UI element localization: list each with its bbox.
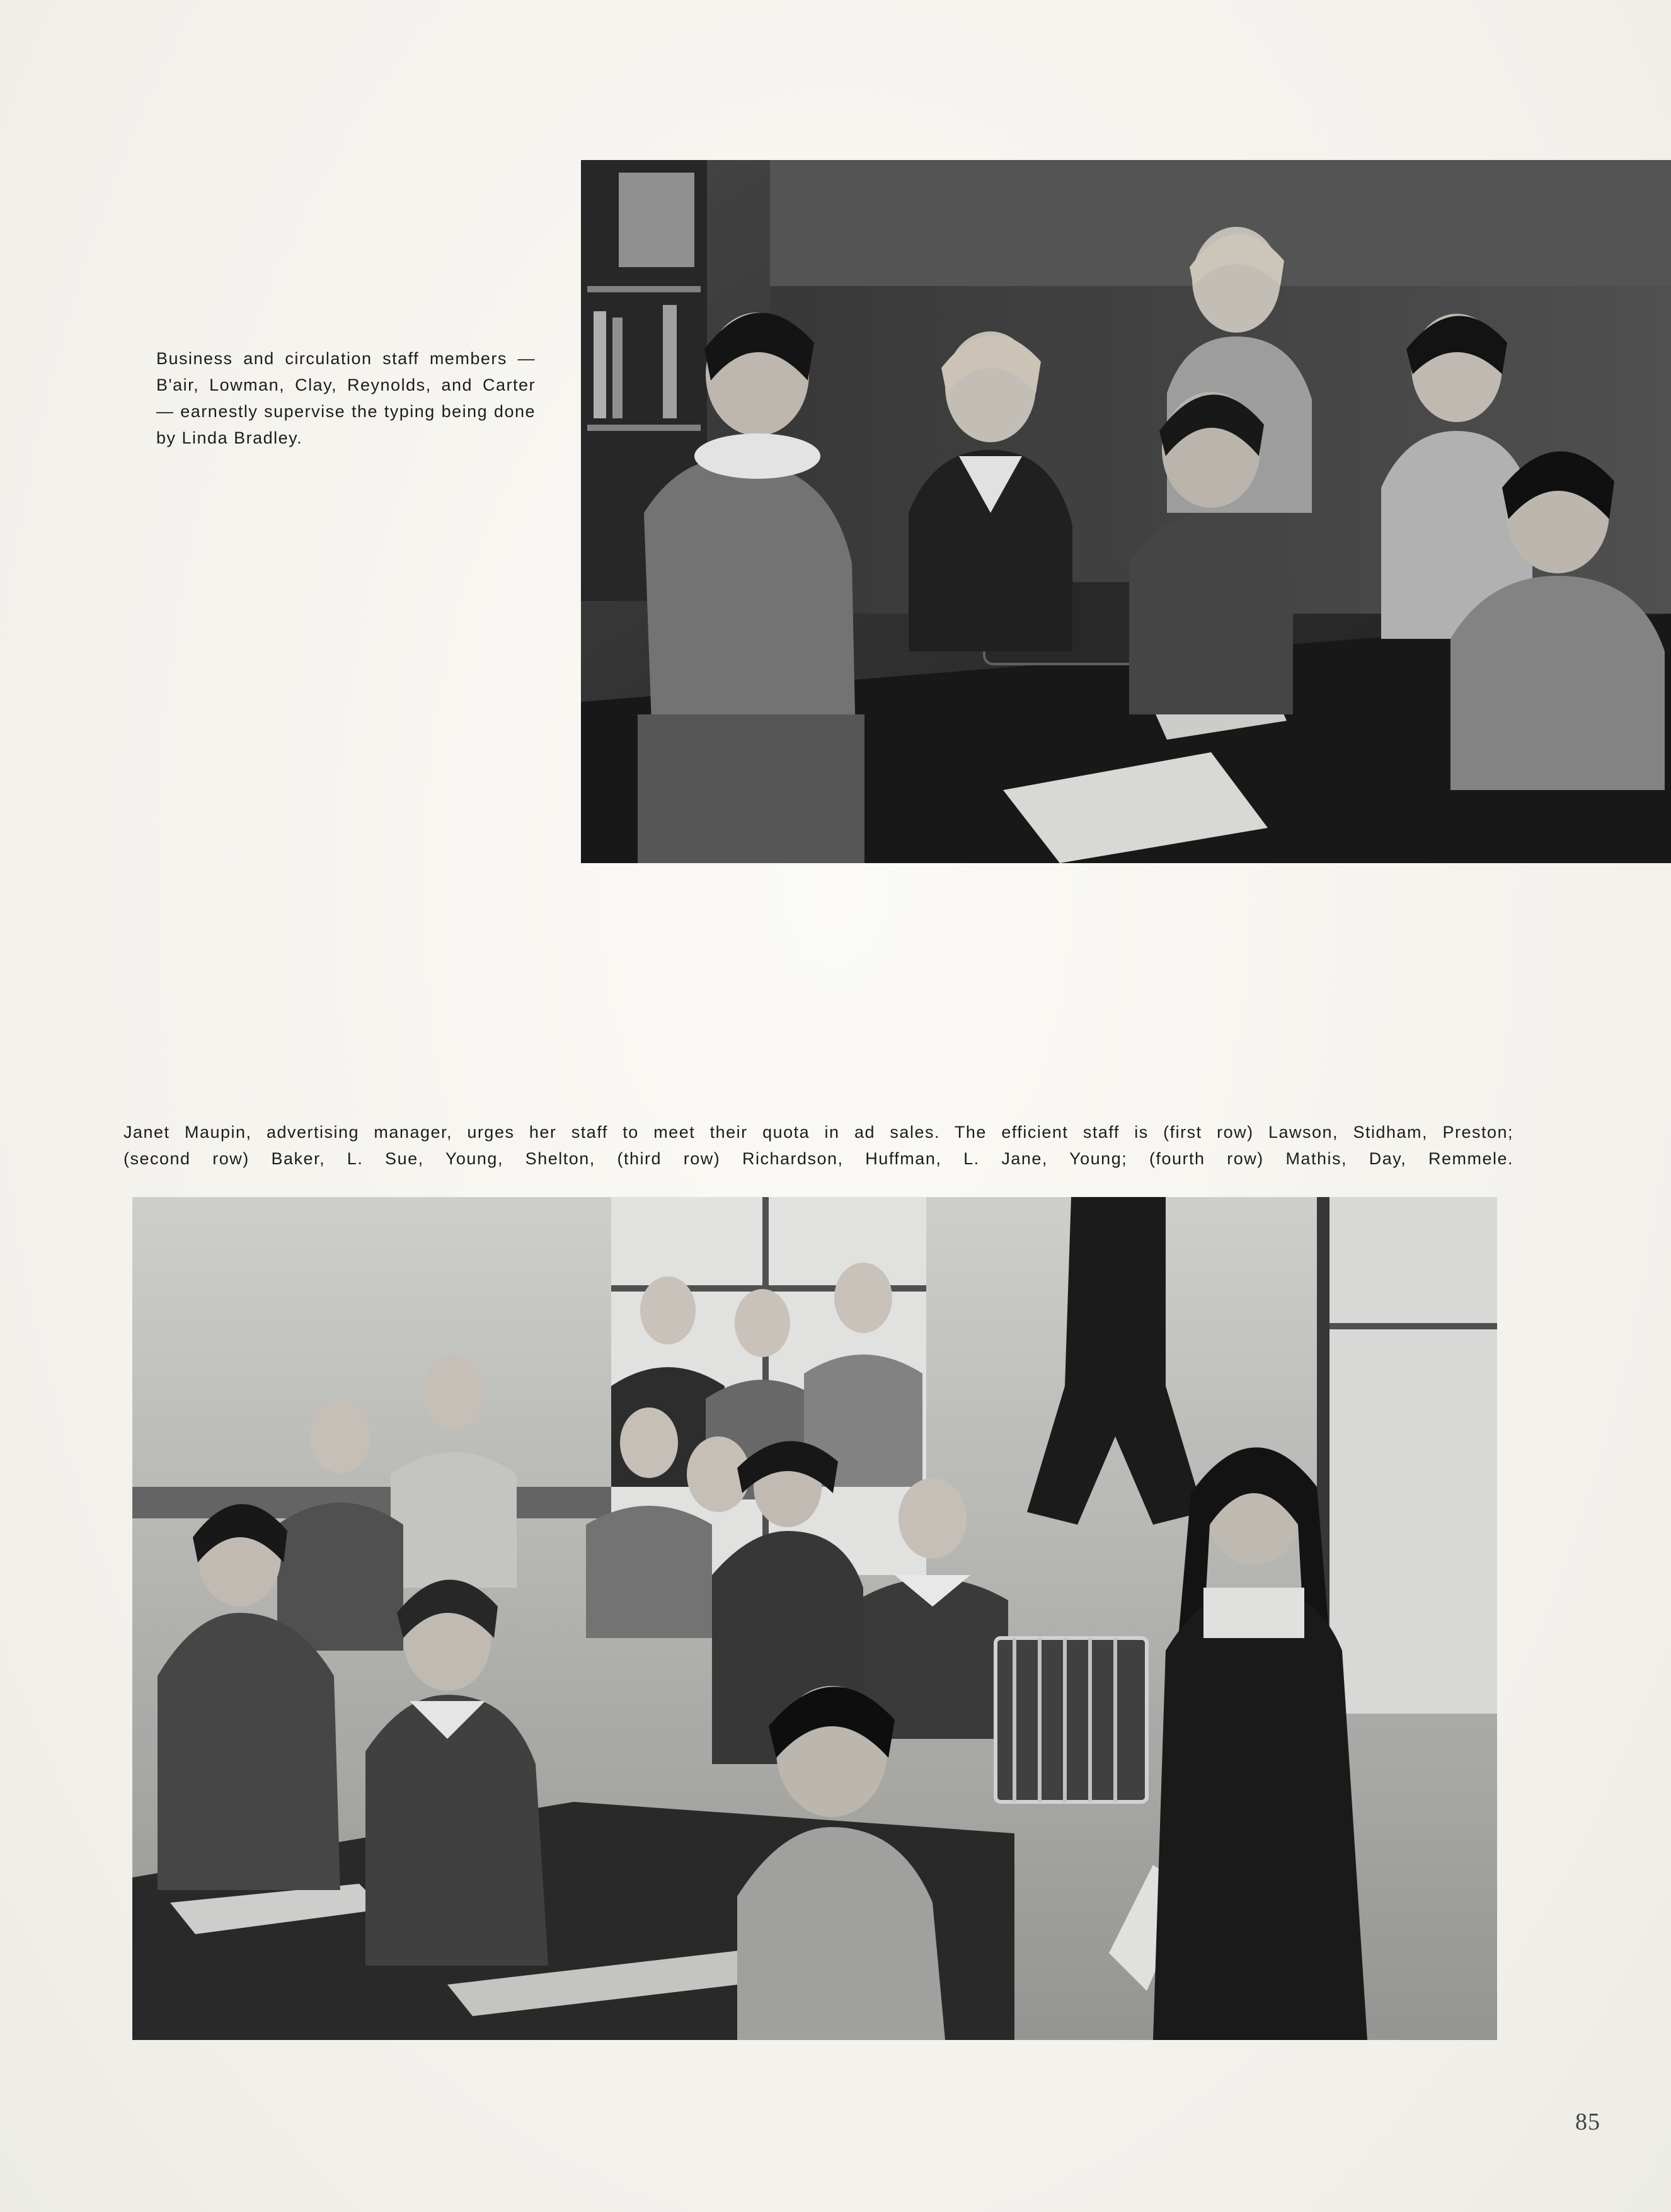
advertising-staff-photo-illustration	[132, 1197, 1497, 2040]
page-number: 85	[1575, 2109, 1600, 2135]
advertising-staff-caption: Janet Maupin, advertising manager, urges her staff to meet their quota in ad sales. The efficient staff is (first row) Lawson, Stidham, Preston; (second row) Baker, L. Sue, Young, Shelton, (third row) Richardson, Huffman, L. Jane, Young; (fourth row) Mathis, Day, Remmele.	[123, 1123, 1513, 1168]
business-staff-photo-illustration	[581, 160, 1671, 863]
business-staff-photo	[581, 160, 1671, 863]
advertising-staff-photo	[132, 1197, 1497, 2040]
business-staff-caption: Business and circulation staff members — B'air, Lowman, Clay, Reynolds, and Carter — earnestly supervise the typing being done by Linda Bradley.	[156, 349, 536, 447]
